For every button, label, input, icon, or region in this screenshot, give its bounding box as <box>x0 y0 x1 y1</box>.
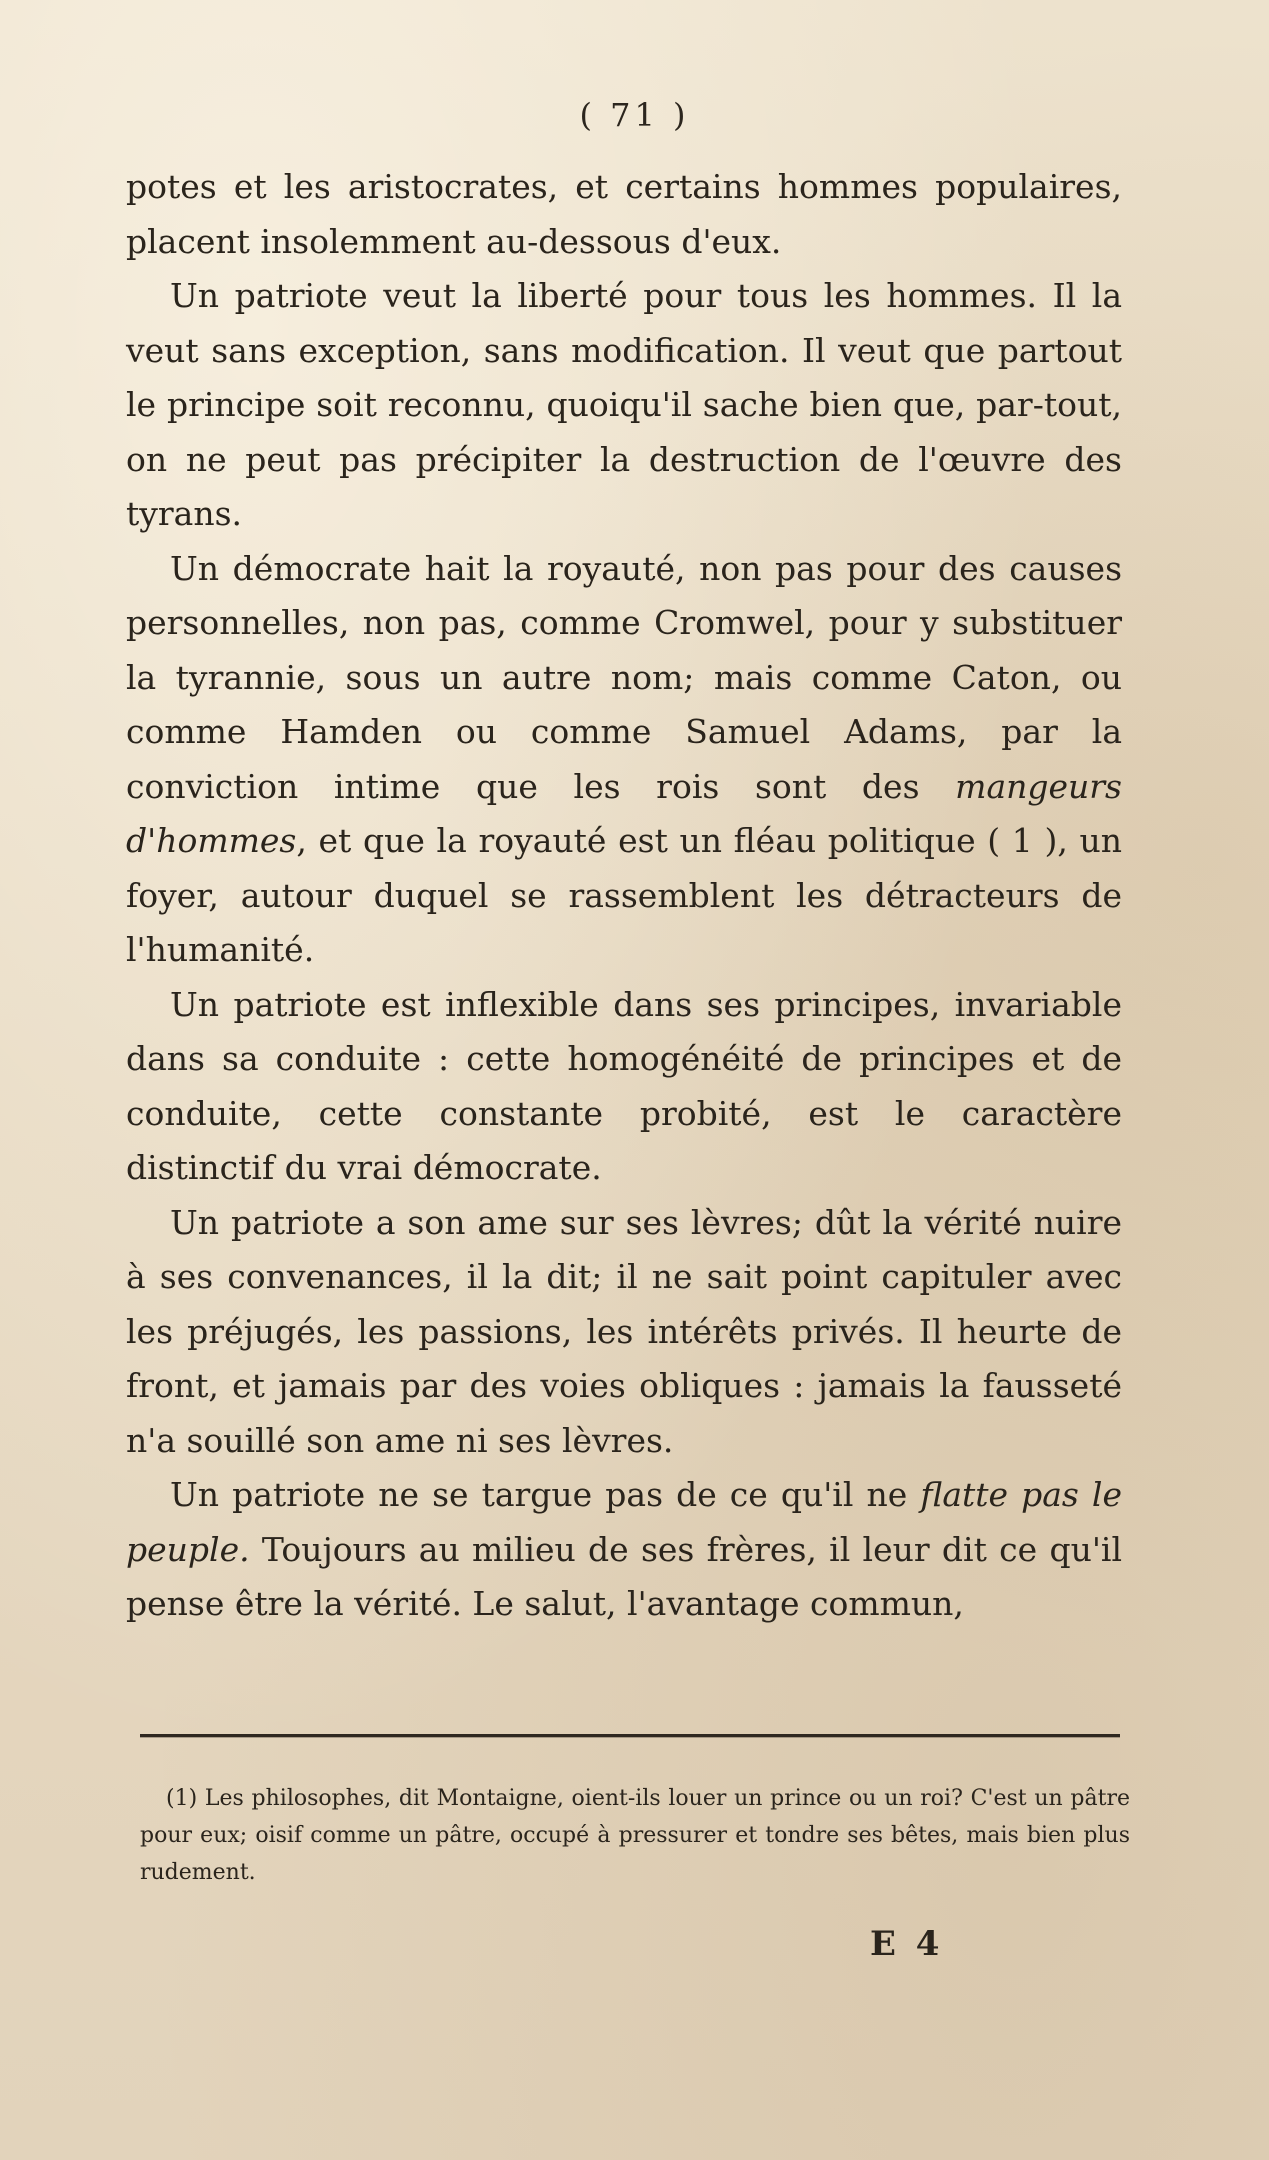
paragraph-text-before: Un démocrate hait la royauté, non pas pour des causes personnelles, non pas, comme Cromwel, pour y substituer la tyrannie, sous un autre nom; mais comme Caton, ou comme Hamden ou comme Samuel Adams, par la conviction intime que les rois sont des <box>126 548 1122 806</box>
paragraph-patriote-peuple <box>126 1468 1122 1632</box>
paragraph-text-after: , et que la royauté est un fléau politique ( 1 ), un foyer, autour duquel se rassemblent les détracteurs de l'humanité. <box>126 821 1122 969</box>
paragraph-patriote-ame: Un patriote a son ame sur ses lèvres; dût la vérité nuire à ses convenances, il la dit; il ne sait point capituler avec les préjugés, les passions, les intérêts privés. Il heurte de front, et jamais par des voies obliques : jamais la fausseté n'a souillé son ame ni ses lèvres. <box>126 1202 1122 1460</box>
paragraph-text-before: Un patriote ne se targue pas de ce qu'il ne <box>170 1475 921 1514</box>
paragraph-democrate-royaute <box>126 542 1122 978</box>
paragraph-patriote-inflexible: Un patriote est inflexible dans ses principes, invariable dans sa conduite : cette homogénéité de principes et de conduite, cette constante probité, est le caractère distinctif du vrai démocrate. <box>126 984 1122 1187</box>
footnote-text: (1) Les philosophes, dit Montaigne, oient-ils louer un prince ou un roi? C'est un pâtre pour eux; oisif comme un pâtre, occupé à pressurer et tondre ses bêtes, mais bien plus rudement. <box>140 1786 1130 1885</box>
paragraph-text-after: Toujours au milieu de ses frères, il leur dit ce qu'il pense être la vérité. Le salut, l'avantage commun, <box>126 1529 1122 1623</box>
footnote-separator-rule <box>140 1734 1120 1737</box>
paragraph-patriote-liberte: Un patriote veut la liberté pour tous les hommes. Il la veut sans exception, sans modification. Il veut que partout le principe soit reconnu, quoiqu'il sache bien que, par-tout, on ne peut pas précipiter la destruction de l'œuvre des tyrans. <box>126 276 1122 533</box>
page-number: ( 71 ) <box>579 96 690 134</box>
signature-mark: E 4 <box>870 1924 944 1964</box>
continuation-paragraph: potes et les aristocrates, et certains hommes populaires, placent insolemment au-dessous d'eux. <box>126 167 1122 261</box>
footnote <box>140 1780 1130 1891</box>
italic-phrase: flatte pas le peuple. <box>126 1475 1122 1569</box>
italic-phrase: mangeurs d'hommes <box>126 766 1122 860</box>
main-text <box>126 160 1122 1632</box>
